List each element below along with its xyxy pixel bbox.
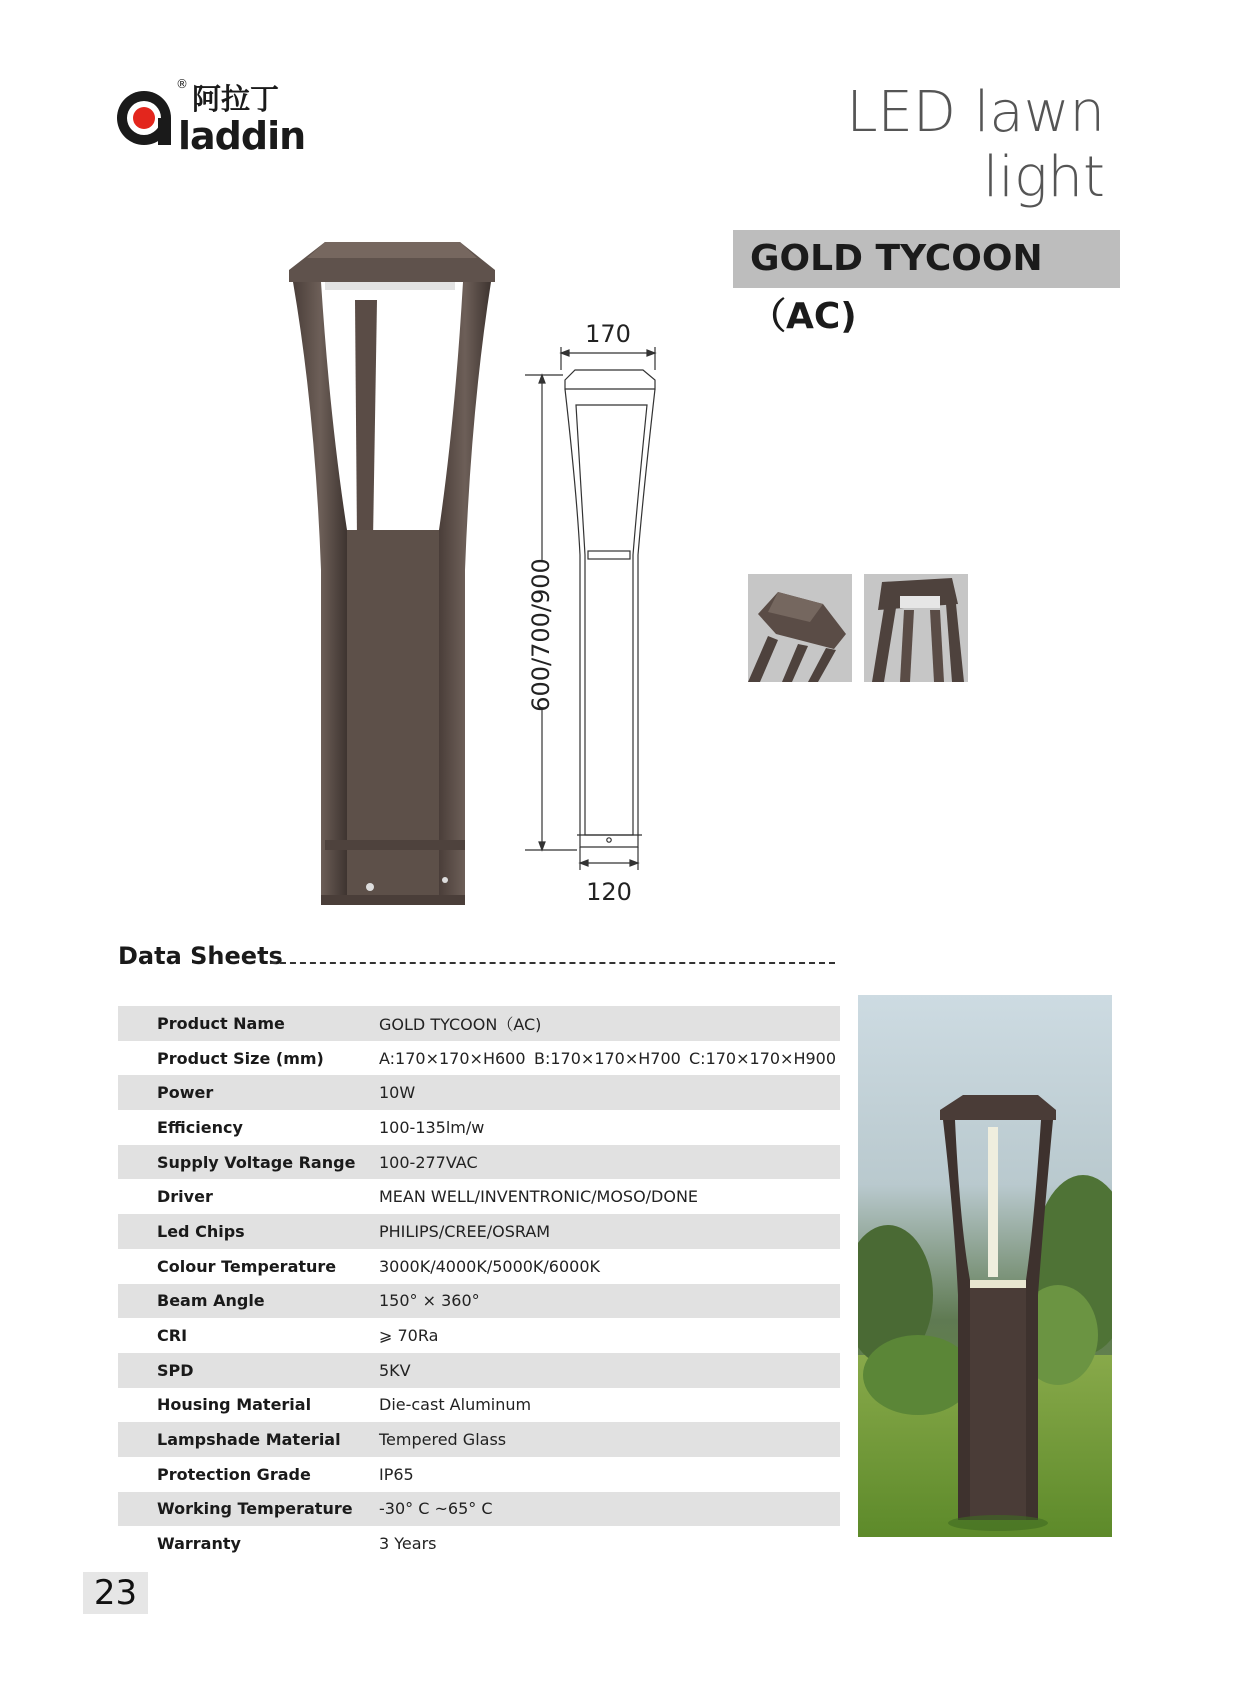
table-row [118, 1006, 840, 1041]
table-row [118, 1318, 840, 1353]
dashed-divider [270, 962, 835, 964]
spec-label: Lampshade Material [157, 1430, 341, 1450]
spec-label: Driver [157, 1187, 213, 1207]
spec-value: 10W [379, 1083, 416, 1103]
table-row [118, 1075, 840, 1110]
spec-value: IP65 [379, 1464, 414, 1484]
table-row [118, 1388, 840, 1423]
table-row [118, 1041, 840, 1076]
table-row [118, 1353, 840, 1388]
brand-chinese-name: 阿拉丁 [192, 82, 280, 116]
spec-label: CRI [157, 1326, 188, 1346]
spec-label: Product Name [157, 1013, 285, 1033]
detail-thumbnail-bottom [864, 574, 968, 682]
table-row [118, 1214, 840, 1249]
spec-value: GOLD TYCOON（AC) [379, 1014, 542, 1034]
spec-value: Tempered Glass [379, 1430, 507, 1450]
spec-label: Beam Angle [157, 1291, 265, 1311]
spec-label: Colour Temperature [157, 1256, 337, 1276]
spec-value: 3000K/4000K/5000K/6000K [379, 1256, 601, 1276]
data-sheets-title: Data Sheets [118, 942, 283, 970]
size-option-a: A:170×170×H600 [379, 1048, 526, 1068]
spec-value: 150° × 360° [379, 1291, 480, 1311]
spec-label: Power [157, 1083, 214, 1103]
page-number: 23 [83, 1572, 148, 1614]
size-option-c: C:170×170×H900 [689, 1048, 837, 1068]
table-row [118, 1422, 840, 1457]
size-option-b: B:170×170×H700 [534, 1048, 681, 1068]
spec-label: Product Size (mm) [157, 1048, 324, 1068]
spec-value: MEAN WELL/INVENTRONIC/MOSO/DONE [379, 1187, 699, 1207]
spec-value: ⩾ 70Ra [379, 1326, 439, 1346]
table-row [118, 1249, 840, 1284]
table-row [118, 1284, 840, 1319]
spec-value: 5KV [379, 1360, 411, 1380]
spec-value: Die-cast Aluminum [379, 1395, 532, 1415]
spec-value: 100-277VAC [379, 1152, 478, 1172]
brand-logo [116, 76, 316, 156]
page-title: LED lawn light [846, 80, 1105, 210]
garden-scene-photo [858, 995, 1112, 1537]
spec-value: 100-135lm/w [379, 1117, 485, 1137]
spec-value: 3 Years [379, 1534, 437, 1554]
table-row [118, 1457, 840, 1492]
spec-value: PHILIPS/CREE/OSRAM [379, 1221, 551, 1241]
spec-label: Working Temperature [157, 1499, 353, 1519]
dimension-drawing [525, 315, 695, 915]
spec-label: Protection Grade [157, 1464, 311, 1484]
width-bottom-label: 120 [586, 878, 632, 906]
brand-name: laddin [178, 114, 306, 156]
spec-label: SPD [157, 1360, 194, 1380]
detail-thumbnail-top [748, 574, 852, 682]
spec-label: Led Chips [157, 1221, 245, 1241]
spec-value: -30° C ~65° C [379, 1499, 493, 1519]
table-row [118, 1526, 840, 1561]
table-row [118, 1145, 840, 1180]
height-label: 600/700/900 [527, 558, 555, 712]
spec-table [118, 1006, 840, 1561]
table-row [118, 1179, 840, 1214]
table-row [118, 1110, 840, 1145]
spec-value-sizes [379, 1041, 840, 1076]
registered-mark: ® [176, 77, 188, 91]
spec-label: Efficiency [157, 1117, 243, 1137]
width-top-label: 170 [585, 320, 631, 348]
lamp-product-photo [285, 240, 505, 910]
table-row [118, 1492, 840, 1527]
product-banner-text: GOLD TYCOON（AC) [750, 238, 1043, 337]
spec-label: Supply Voltage Range [157, 1152, 356, 1172]
spec-label: Warranty [157, 1534, 241, 1554]
spec-label: Housing Material [157, 1395, 312, 1415]
product-banner [733, 230, 1120, 337]
